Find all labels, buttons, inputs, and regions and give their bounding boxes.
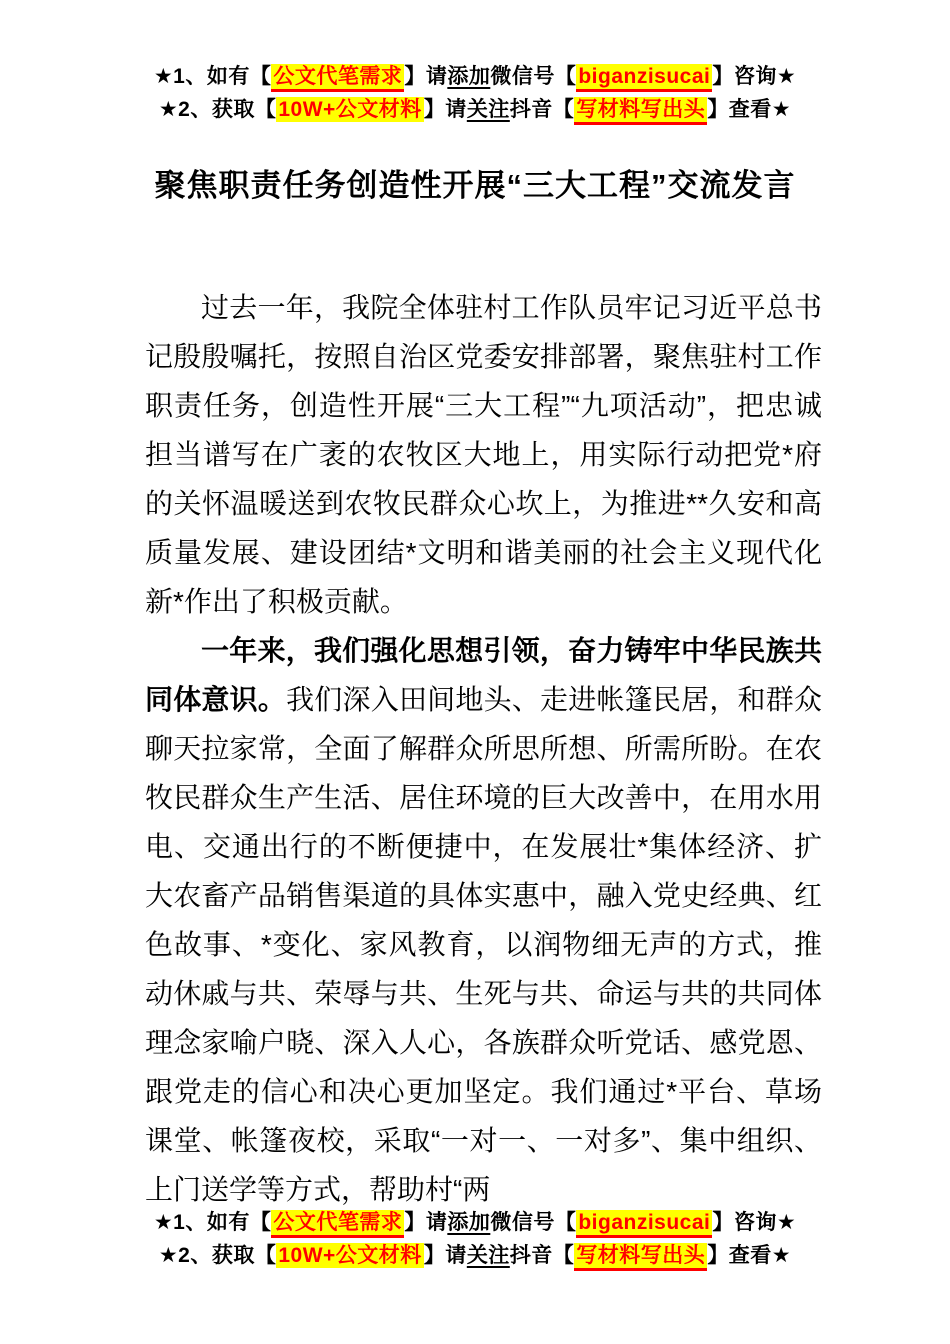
promo-text: 】咨询★	[712, 65, 797, 88]
promo-text: 微信号【	[490, 1211, 577, 1234]
paragraph-2-text: 我们深入田间地头、走进帐篷民居，和群众聊天拉家常，全面了解群众所思所想、所需所盼。在农牧民群众生产生活、居住环境的巨大改善中，在用水用电、交通出行的不断便捷中，在发展壮*集体经济、扩大农畜产品销售渠道的具体实惠中，融入党史经典、红色故事、*变化、家风教育，以润物细无声的方式，推动休戚与共、荣辱与共、生死与共、命运与共的共同体理念家喻户晓、深入人心，各族群众听党话、感党恩、跟党走的信心和决心更加坚定。我们通过*平台、草场课堂、帐篷夜校，采取“一对一、一对多”、集中组织、上门送学等方式，帮助村“两	[145, 684, 822, 1205]
promo-highlight-materials: 10W+公文材料	[278, 1244, 422, 1267]
promo-highlight-douyin-id: 写材料写出头	[574, 1243, 707, 1271]
promo-text: 】查看★	[707, 98, 792, 121]
promo-footer-line-1	[0, 1206, 950, 1239]
promo-underlined-add: 添加	[447, 1211, 491, 1234]
promo-text: ★2、获取【	[158, 98, 277, 121]
paragraph-2	[145, 626, 822, 1214]
promo-text: 】查看★	[707, 1244, 792, 1267]
promo-text: 微信号【	[490, 65, 577, 88]
promo-header-line-2	[0, 93, 950, 126]
promo-text: ★2、获取【	[158, 1244, 277, 1267]
promo-highlight-wechat-id: biganzisucai	[576, 64, 712, 92]
promo-header-line-1	[0, 60, 950, 93]
promo-text: ★1、如有【	[153, 65, 272, 88]
promo-text: 】请	[404, 65, 448, 88]
promo-highlight-service: 公文代笔需求	[271, 1210, 404, 1238]
document-body	[145, 283, 822, 1214]
promo-footer-line-2	[0, 1239, 950, 1272]
promo-text: 抖音【	[509, 98, 575, 121]
promo-underlined-follow: 关注	[466, 98, 510, 121]
promo-highlight-wechat-id: biganzisucai	[576, 1210, 712, 1238]
promo-highlight-douyin-id: 写材料写出头	[574, 97, 707, 125]
page-title: 聚焦职责任务创造性开展“三大工程”交流发言	[154, 168, 796, 203]
promo-underlined-follow: 关注	[466, 1244, 510, 1267]
paragraph-1: 过去一年，我院全体驻村工作队员牢记习近平总书记殷殷嘱托，按照自治区党委安排部署，聚焦驻村工作职责任务，创造性开展“三大工程”“九项活动”，把忠诚担当谱写在广袤的农牧区大地上，用实际行动把党*府的关怀温暖送到农牧民群众心坎上，为推进**久安和高质量发展、建设团结*文明和谐美丽的社会主义现代化新*作出了积极贡献。	[145, 292, 822, 617]
promo-header	[0, 0, 950, 126]
promo-highlight-service: 公文代笔需求	[271, 64, 404, 92]
paragraph-2-lead: 一年来，我们强化思想引领，奋力铸牢中华民族共同体意识。	[145, 635, 822, 715]
promo-text: 】请	[423, 98, 467, 121]
promo-text: ★1、如有【	[153, 1211, 272, 1234]
promo-text: 】咨询★	[712, 1211, 797, 1234]
promo-text: 抖音【	[509, 1244, 575, 1267]
promo-highlight-materials: 10W+公文材料	[278, 98, 422, 121]
promo-text: 】请	[423, 1244, 467, 1267]
promo-footer	[0, 1206, 950, 1272]
promo-underlined-add: 添加	[447, 65, 491, 88]
promo-text: 】请	[404, 1211, 448, 1234]
